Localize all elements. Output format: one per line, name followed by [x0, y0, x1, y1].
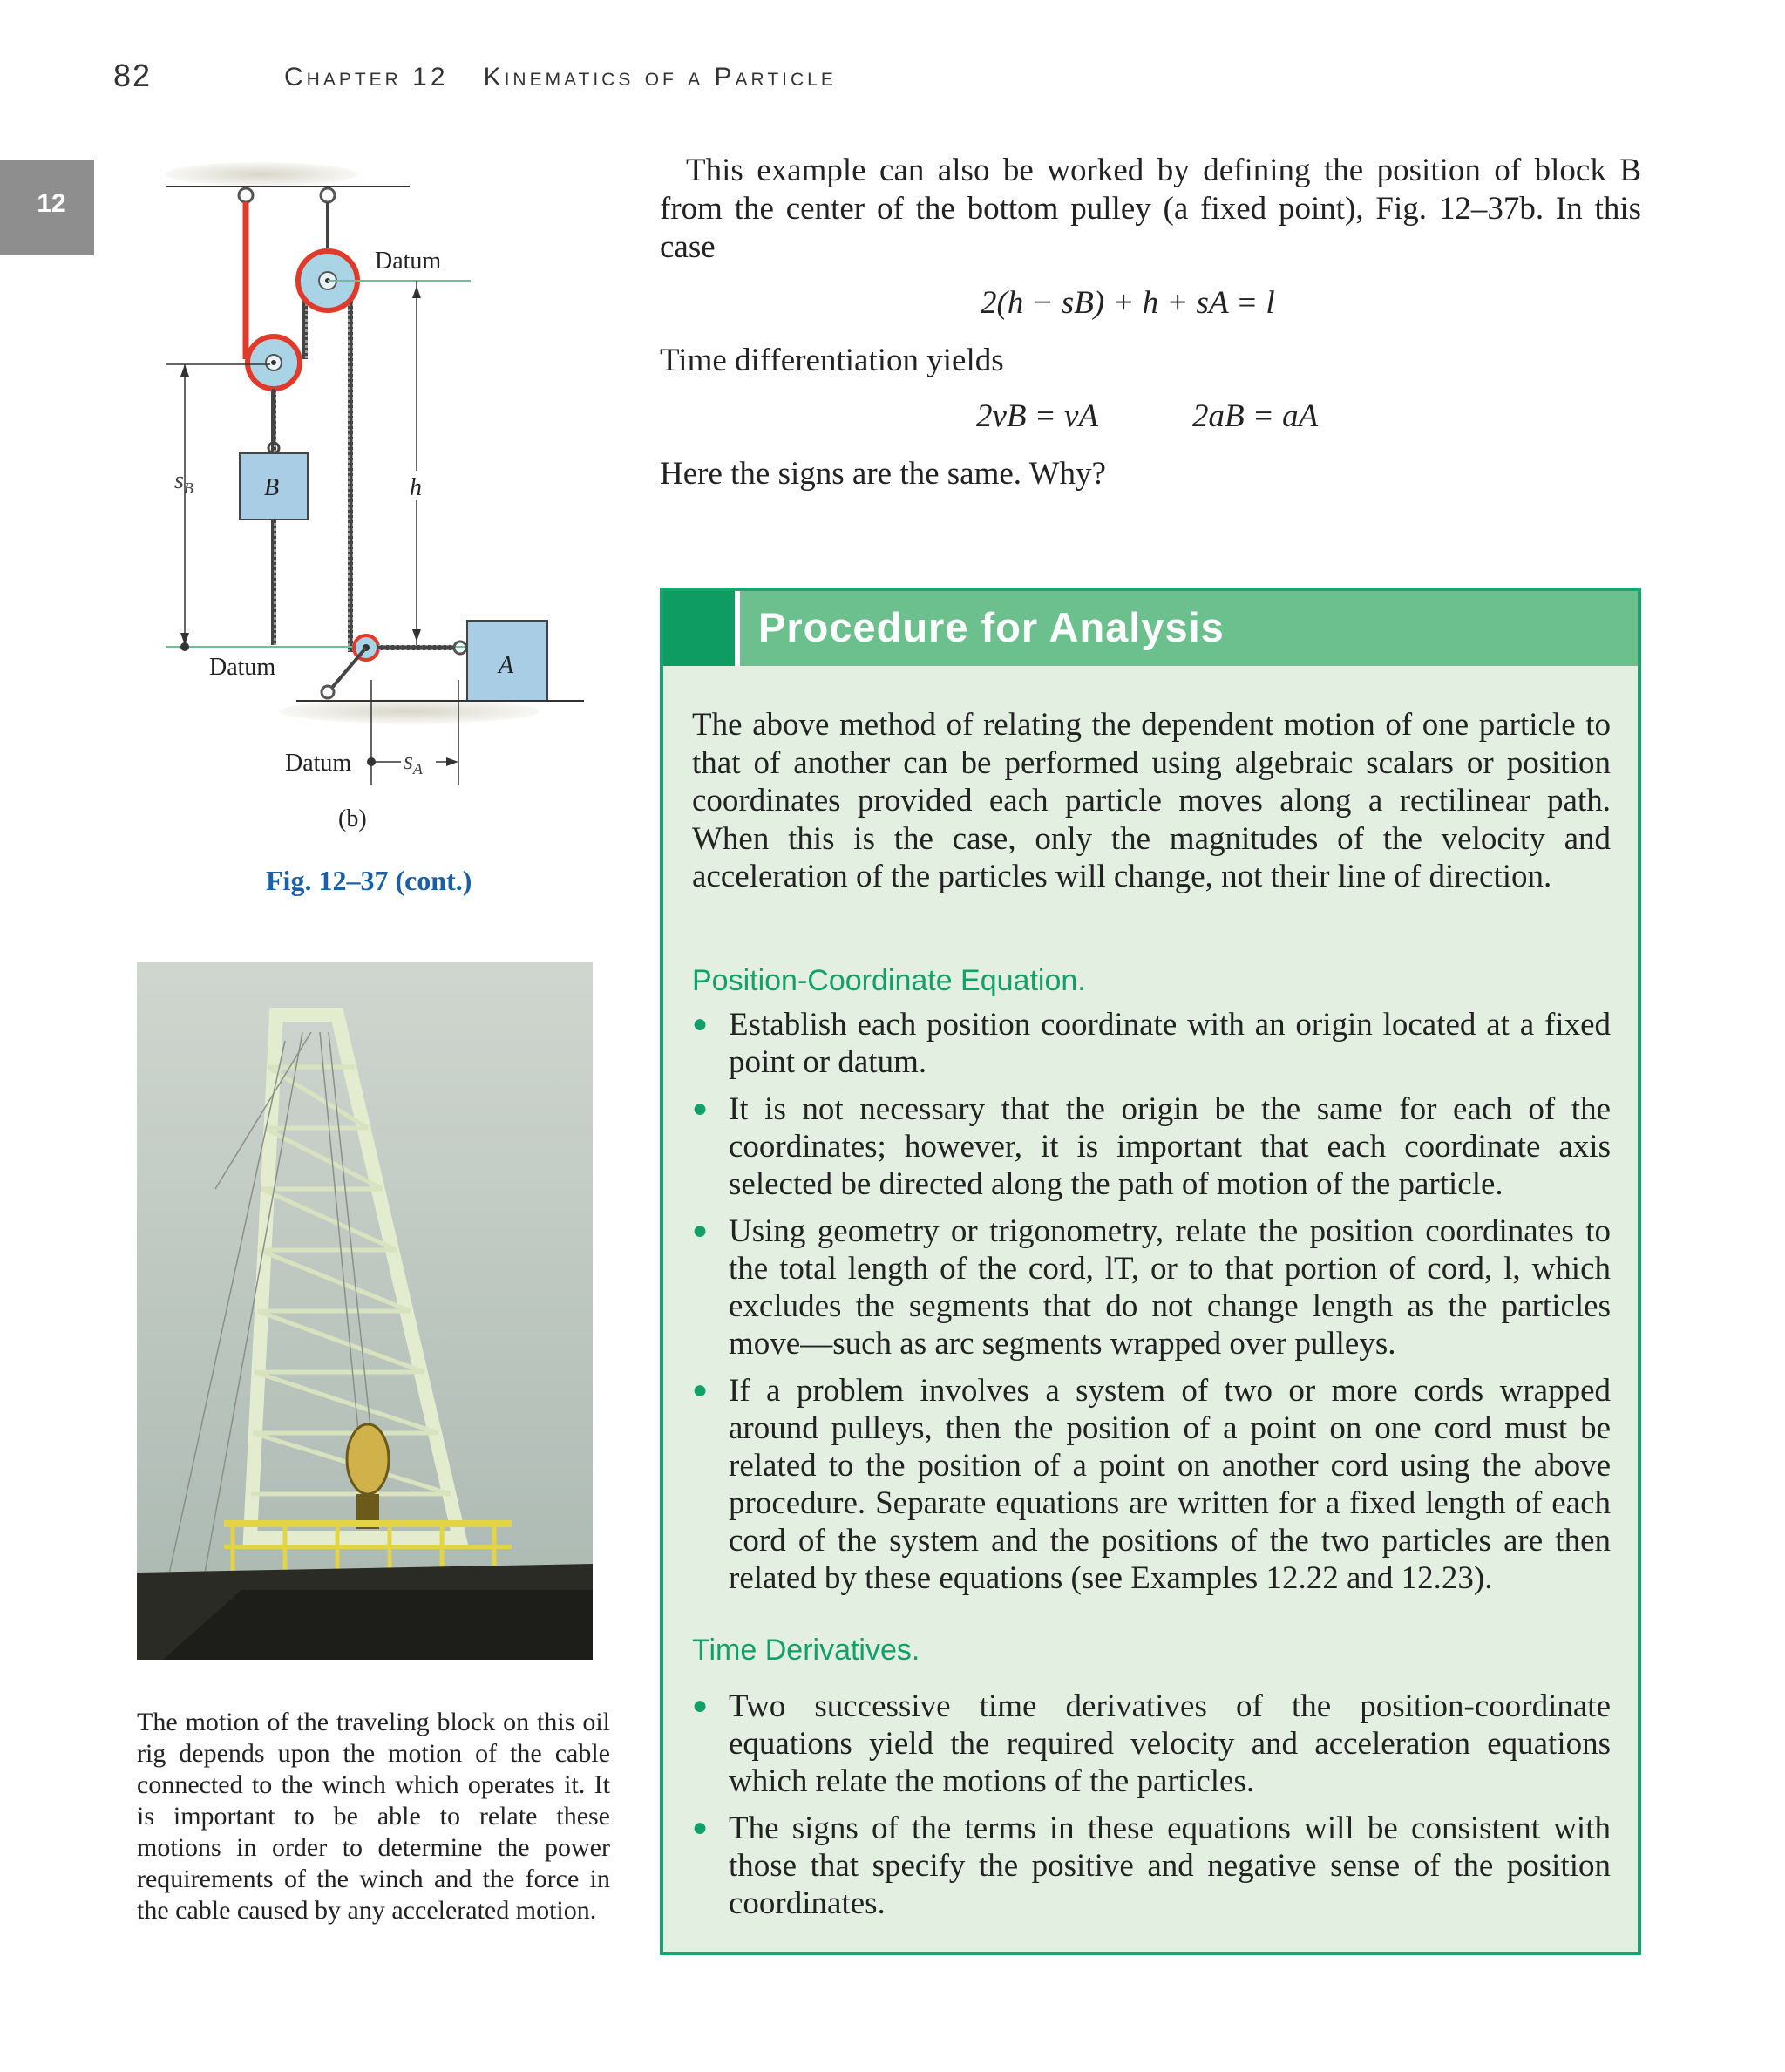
ceiling-hook-right [321, 188, 335, 202]
running-header [284, 63, 872, 92]
closing-question: Here the signs are the same. Why? [660, 456, 1106, 492]
list-item: ● It is not necessary that the origin be the same for each of the coordinates; however, it is important that each coordinate axis selected be directed along the path of motion of the particle. [692, 1090, 1611, 1203]
sa-label: $s_A$ [404, 748, 423, 778]
figure-caption: Fig. 12–37 (cont.) [266, 865, 472, 896]
intro-paragraph [660, 152, 1641, 267]
list-item: ● Two successive time derivatives of the position-coordinate equations yield the required velocity and acceleration equations which relate the motions of the particles. [692, 1688, 1611, 1800]
floor-support [279, 699, 540, 724]
datum-bottom-label: Datum [285, 750, 352, 777]
position-coordinate-list [692, 1006, 1611, 1607]
list-item: ● Using geometry or trigonometry, relate the position coordinates to the total length of the cord, lT, or to that portion of cord, l, which excludes the segments that do not change length as the particles move—such as arc segments wrapped over pulleys. [692, 1213, 1611, 1362]
list-item: ● If a problem involves a system of two or more cords wrapped around pulleys, then the position of a point on one cord must be related to the position of a point on another cord using the above procedure. Separate equations are written for a fixed length of each cord of the system and the positions of the two particles are then related by these equations (see Examples 12.22 and 12.23). [692, 1372, 1611, 1597]
photo-caption: The motion of the traveling block on this oil rig depends upon the motion of the cable connected to the winch which operates it. It is important to be able to relate these motions in order to determine the power requirements of the winch and the force in the cable caused by any accelerated motion. [137, 1708, 610, 1925]
datum-left-label: Datum [209, 654, 276, 681]
sb-label: $s_B$ [174, 467, 193, 497]
block-a-label: A [499, 652, 514, 679]
pulley-diagram [148, 157, 601, 854]
h-label: h [410, 474, 422, 501]
list-item: ● The signs of the terms in these equations will be consistent with those that specify the positive and negative sense of the position coordinates. [692, 1810, 1611, 1922]
procedure-title: Procedure for Analysis [758, 604, 1225, 650]
equation-position: 2(h − sB) + h + sA = l [981, 285, 1275, 321]
equation-acceleration: 2aB = aA [1192, 398, 1319, 434]
page-number: 82 [113, 58, 153, 93]
oil-rig-photo [137, 962, 593, 1660]
section-position-title: Position-Coordinate Equation. [692, 964, 1086, 997]
chapter-title: Kinematics of a Particle [483, 63, 837, 92]
datum-top-label: Datum [375, 248, 442, 275]
ceiling-hook-left [239, 188, 253, 202]
procedure-header-accent [663, 591, 735, 666]
figure-part-label: (b) [338, 805, 367, 832]
chapter-tab: 12 [0, 160, 94, 255]
ceiling-support [166, 162, 357, 187]
section-time-title: Time Derivatives. [692, 1634, 920, 1667]
block-b-label: B [264, 474, 280, 501]
intro-text: This example can also be worked by defining the position of block B from the center of the bottom pulley (a fixed point), Fig. 12–37b. In this case [660, 153, 1641, 265]
chapter-label: Chapter 12 [284, 63, 449, 92]
time-derivative-list [692, 1688, 1611, 1932]
list-item: ● Establish each position coordinate with an origin located at a fixed point or datum. [692, 1006, 1611, 1081]
equation-velocity: 2vB = vA [976, 398, 1099, 434]
procedure-intro: The above method of relating the dependent motion of one particle to that of another can be performed using algebraic scalars or position coordinates provided each particle moves along a rectilinear path. When this is the case, only the magnitudes of the velocity and acceleration of the particles will change, not their line of direction. [692, 707, 1611, 894]
time-diff-text: Time differentiation yields [660, 343, 1004, 378]
